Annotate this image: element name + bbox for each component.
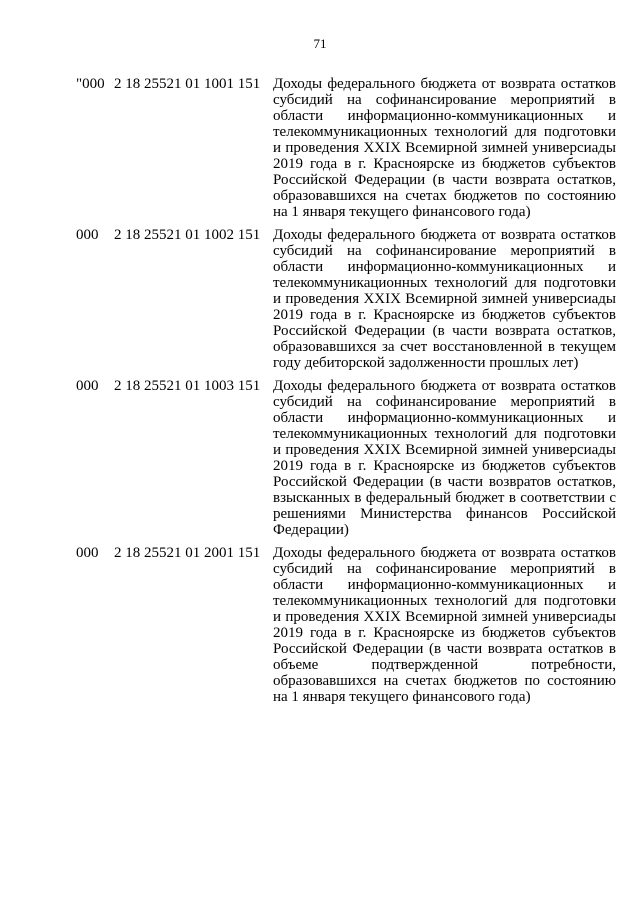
table-row [76,76,616,220]
budget-classification-code: 2 18 25521 01 2001 151 [114,545,261,561]
budget-classification-code: 2 18 25521 01 1002 151 [114,227,261,243]
budget-classification-code: 2 18 25521 01 1001 151 [114,76,261,92]
income-description: Доходы федерального бюджета от возврата остатков субсидий на софинансирование мероприятий в области информационно-коммуникационных и телекоммуникационных технологий для подготовки и проведения XXIX Всемирной зимней универсиады 2019 года в г. Красноярске из бюджетов субъектов Российской Федерации (в части возврата остатков, образовавшихся за счет восстановленной в текущем году дебиторской задолженности прошлых лет) [273,227,616,371]
admin-code: 000 [76,545,99,561]
page-number: 71 [313,36,327,51]
income-description: Доходы федерального бюджета от возврата остатков субсидий на софинансирование мероприятий в области информационно-коммуникационных и телекоммуникационных технологий для подготовки и проведения XXIX Всемирной зимней универсиады 2019 года в г. Красноярске из бюджетов субъектов Российской Федерации (в части возврата остатков в объеме подтвержденной потребности, образовавшихся на счетах бюджетов по состоянию на 1 января текущего финансового года) [273,545,616,705]
admin-code: "000 [76,76,105,92]
table-row [76,378,616,538]
income-description: Доходы федерального бюджета от возврата остатков субсидий на софинансирование мероприятий в области информационно-коммуникационных и телекоммуникационных технологий для подготовки и проведения XXIX Всемирной зимней универсиады 2019 года в г. Красноярске из бюджетов субъектов Российской Федерации (в части возвратов остатков, взысканных в федеральный бюджет в соответствии с решениями Министерства финансов Российской Федерации) [273,378,616,538]
budget-classification-code: 2 18 25521 01 1003 151 [114,378,261,394]
admin-code: 000 [76,378,99,394]
budget-code-table [76,76,616,712]
admin-code: 000 [76,227,99,243]
income-description: Доходы федерального бюджета от возврата остатков субсидий на софинансирование мероприятий в области информационно-коммуникационных и телекоммуникационных технологий для подготовки и проведения XXIX Всемирной зимней универсиады 2019 года в г. Красноярске из бюджетов субъектов Российской Федерации (в части возврата остатков, образовавшихся на счетах бюджетов по состоянию на 1 января текущего финансового года) [273,76,616,220]
table-row [76,545,616,705]
table-row [76,227,616,371]
